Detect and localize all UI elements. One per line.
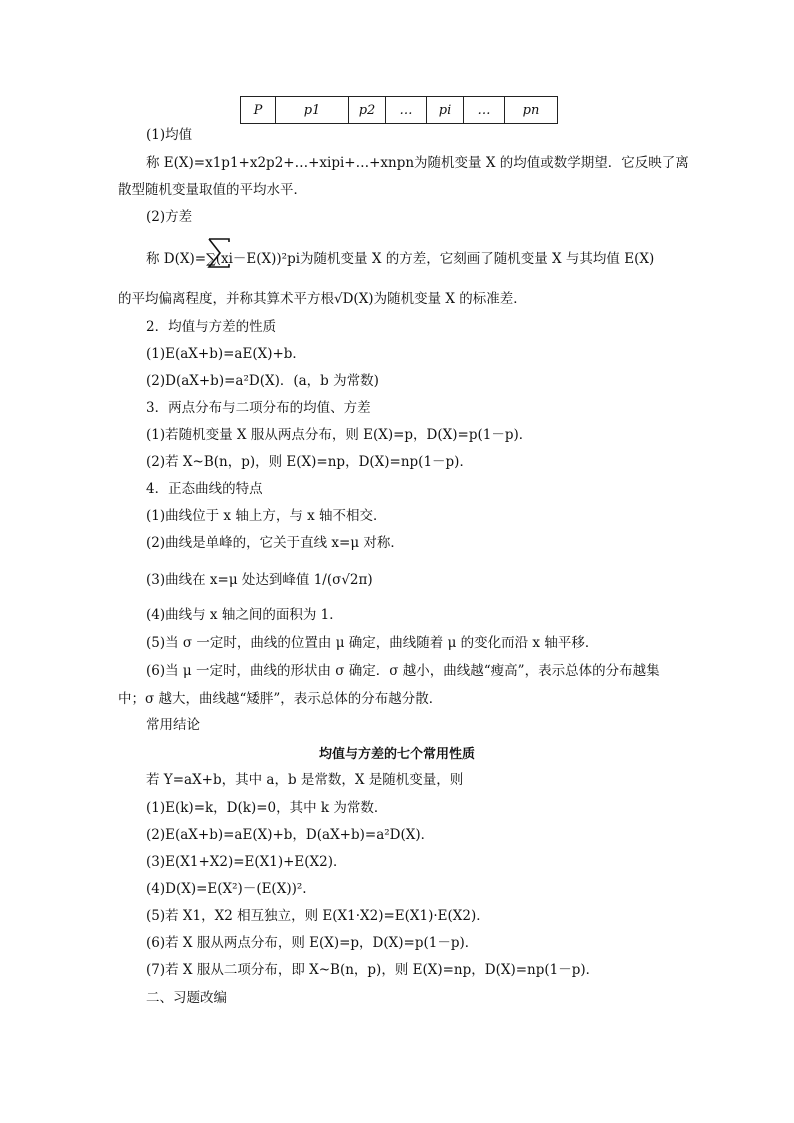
mean-definition-line1: 称 E(X)=x1p1+x2p2+…+xipi+…+xnpn为随机变量 X 的均值或数学期望．它反映了离 [146, 155, 689, 171]
conclusion-item: (1)E(k)=k，D(k)=0，其中 k 为常数． [146, 800, 388, 816]
conclusions-intro: 若 Y=aX+b，其中 a，b 是常数，X 是随机变量，则 [146, 772, 464, 788]
conclusions-title: 均值与方差的七个常用性质 [318, 747, 475, 762]
conclusion-item: (4)D(X)=E(X²)－(E(X))². [146, 881, 307, 897]
conclusion-item: (5)若 X1，X2 相互独立，则 E(X1·X2)=E(X1)·E(X2)． [146, 908, 490, 924]
variance-heading: (2)方差 [146, 209, 193, 225]
section3-item1: (1)若随机变量 X 服从两点分布，则 E(X)=p，D(X)=p(1－p)． [146, 427, 533, 443]
table-cell: p2 [349, 97, 386, 124]
conclusion-item: (7)若 X 服从二项分布，即 X~B(n，p)，则 E(X)=np，D(X)=np(1－p)． [146, 962, 600, 978]
section4-item3: (3)曲线在 x=μ 处达到峰值 1/(σ√2π) [146, 572, 373, 588]
table-cell: p1 [276, 97, 349, 124]
table-cell: P [241, 97, 276, 124]
variance-definition-line2: 的平均偏离程度，并称其算术平方根√D(X)为随机变量 X 的标准差． [118, 291, 527, 307]
section2-title: 2．均值与方差的性质 [146, 319, 277, 335]
table-cell: … [386, 97, 427, 124]
conclusion-item: (3)E(X1+X2)=E(X1)+E(X2)． [146, 854, 347, 870]
conclusion-item: (2)E(aX+b)=aE(X)+b，D(aX+b)=a²D(X)． [146, 827, 435, 843]
section4-item2: (2)曲线是单峰的，它关于直线 x=μ 对称． [146, 535, 404, 551]
conclusions-label: 常用结论 [146, 717, 200, 733]
section4-item6-line1: (6)当 μ 一定时，曲线的形状由 σ 确定．σ 越小，曲线越“瘦高”，表示总体的分布越集 [146, 663, 660, 679]
section4-item6-line2: 中；σ 越大，曲线越“矮胖”，表示总体的分布越分散． [118, 691, 443, 707]
section3-title: 3．两点分布与二项分布的均值、方差 [146, 400, 371, 416]
table-cell: … [464, 97, 505, 124]
next-section-heading: 二、习题改编 [146, 990, 227, 1006]
mean-definition-line2: 散型随机变量取值的平均水平． [118, 182, 307, 198]
section4-item1: (1)曲线位于 x 轴上方，与 x 轴不相交． [146, 508, 387, 524]
section4-title: 4．正态曲线的特点 [146, 481, 263, 497]
table-cell: pn [505, 97, 558, 124]
section4-item4: (4)曲线与 x 轴之间的面积为 1． [146, 607, 343, 623]
section2-item2: (2)D(aX+b)=a²D(X)．(a，b 为常数) [146, 373, 379, 389]
mean-heading: (1)均值 [146, 127, 193, 143]
conclusion-item: (6)若 X 服从两点分布，则 E(X)=p，D(X)=p(1－p)． [146, 935, 479, 951]
section2-item1: (1)E(aX+b)=aE(X)+b． [146, 346, 306, 362]
section4-item5: (5)当 σ 一定时，曲线的位置由 μ 确定，曲线随着 μ 的变化而沿 x 轴平移． [146, 635, 599, 651]
table-cell: pi [427, 97, 464, 124]
section3-item2: (2)若 X~B(n，p)，则 E(X)=np，D(X)=np(1－p)． [146, 454, 473, 470]
variance-definition-line1: 称 D(X)=∑(xi－E(X))²pi为随机变量 X 的方差，它刻画了随机变量 X 与其均值 E(X) [146, 251, 655, 267]
distribution-table [240, 96, 558, 124]
table-row [241, 97, 558, 124]
